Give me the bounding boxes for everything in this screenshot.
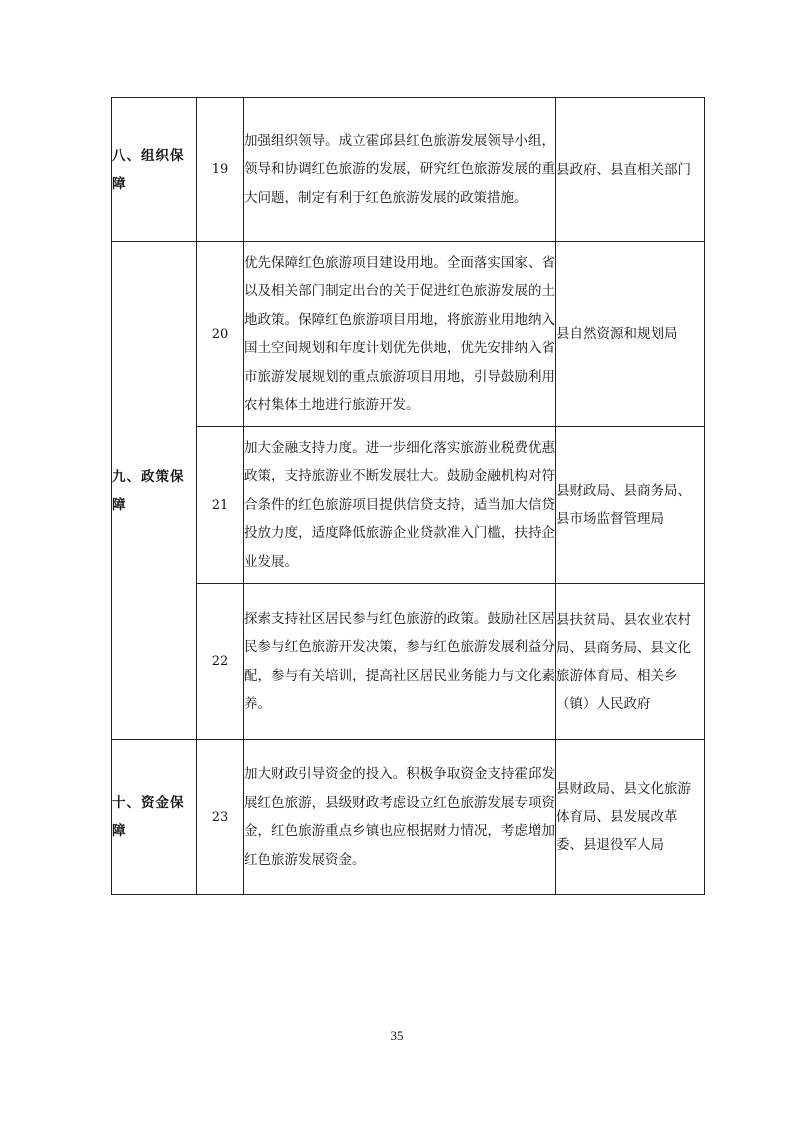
item-number: 23 <box>197 740 244 895</box>
item-content: 加大财政引导资金的投入。积极争取资金支持霍邱发展红色旅游，县级财政考虑设立红色旅游发展专项资金，红色旅游重点乡镇也应根据财力情况，考虑增加红色旅游发展资金。 <box>244 740 556 895</box>
category-cell: 十、资金保障 <box>112 740 197 895</box>
responsible-department: 县自然资源和规划局 <box>556 242 705 427</box>
item-content: 探索支持社区居民参与红色旅游的政策。鼓励社区居民参与红色旅游开发决策，参与红色旅游发展利益分配，参与有关培训，提高社区居民业务能力与文化素养。 <box>244 584 556 740</box>
item-content: 加大金融支持力度。进一步细化落实旅游业税费优惠政策，支持旅游业不断发展壮大。鼓励金融机构对符合条件的红色旅游项目提供信贷支持，适当加大信贷投放力度，适度降低旅游企业贷款准入门槛，扶持企业发展。 <box>244 427 556 584</box>
category-cell: 八、组织保障 <box>112 98 197 242</box>
category-cell: 九、政策保障 <box>112 242 197 740</box>
item-number: 19 <box>197 98 244 242</box>
item-number: 20 <box>197 242 244 427</box>
table-row <box>112 242 705 427</box>
table-row <box>112 740 705 895</box>
responsible-department: 县扶贫局、县农业农村局、县商务局、县文化旅游体育局、相关乡（镇）人民政府 <box>556 584 705 740</box>
item-content: 加强组织领导。成立霍邱县红色旅游发展领导小组，领导和协调红色旅游的发展，研究红色旅游发展的重大问题，制定有利于红色旅游发展的政策措施。 <box>244 98 556 242</box>
responsible-department: 县财政局、县商务局、县市场监督管理局 <box>556 427 705 584</box>
table-row <box>112 98 705 242</box>
table-row <box>112 584 705 740</box>
item-number: 21 <box>197 427 244 584</box>
page-number: 35 <box>390 1028 404 1043</box>
responsible-department: 县财政局、县文化旅游体育局、县发展改革委、县退役军人局 <box>556 740 705 895</box>
item-number: 22 <box>197 584 244 740</box>
table-row <box>112 427 705 584</box>
task-table <box>111 97 705 895</box>
responsible-department: 县政府、县直相关部门 <box>556 98 705 242</box>
item-content: 优先保障红色旅游项目建设用地。全面落实国家、省以及相关部门制定出台的关于促进红色旅游发展的土地政策。保障红色旅游项目用地，将旅游业用地纳入国土空间规划和年度计划优先供地，优先安排纳入省市旅游发展规划的重点旅游项目用地，引导鼓励利用农村集体土地进行旅游开发。 <box>244 242 556 427</box>
